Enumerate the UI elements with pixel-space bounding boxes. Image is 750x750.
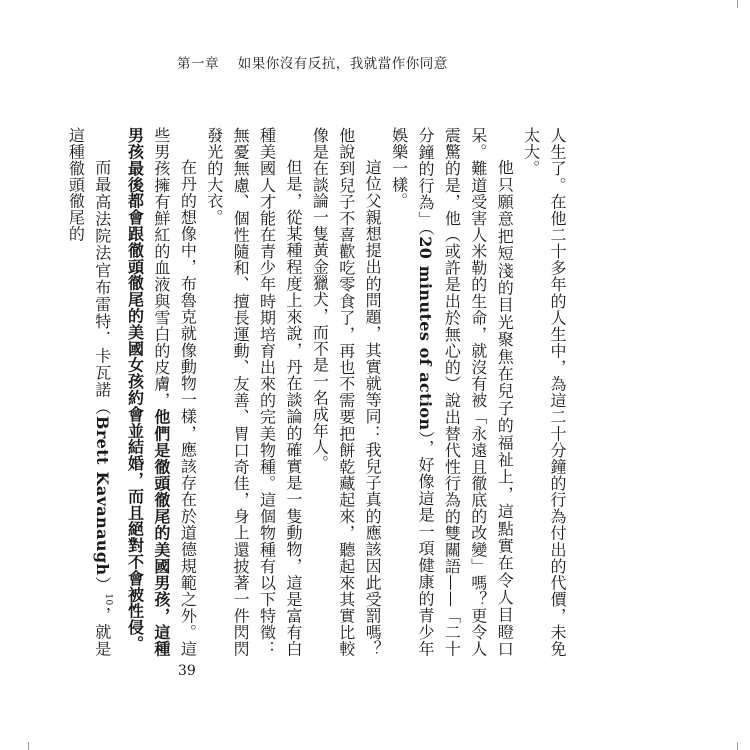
text-run: 他們是徹頭徹尾的美國男孩，這種男孩最後都會跟徹頭徹尾的美國女孩約會並結婚，而且絕對不會被性侵。	[125, 127, 171, 657]
text-run: 而最高法院法官布雷特．卡瓦諾（	[92, 159, 112, 416]
page-number: 39	[178, 663, 196, 679]
paragraph	[62, 127, 121, 657]
text-run: Brett Kavanaugh	[92, 415, 112, 576]
text-run: ），好像這是一項健康的青少年娛樂一樣。	[389, 127, 435, 657]
crop-mark-top-right	[737, 0, 738, 8]
text-run: 人生了。在他二十多年的人生中，為這二十分鐘的行為付出的代價，未免太大。	[521, 127, 567, 657]
text-run: 10	[103, 593, 114, 606]
running-head	[177, 52, 448, 72]
text-run: 20 minutes of action	[415, 236, 435, 431]
paragraph	[121, 127, 200, 657]
paragraph	[385, 127, 517, 657]
text-run: 但是，從某種程度上來說，丹在談論的確實是一隻動物，這是富有白種美國人才能在青少年時期培育出來的完美物種。這個物種有以下特徵：無憂無慮、個性隨和、擅長運動、友善、胃口奇佳，身上還披著一件閃閃發光的大衣。	[204, 127, 303, 657]
text-run: 這位父親想提出的問題，其實就等同：我兒子真的應該因此受罰嗎？他說到兒子不喜歡吃零食了，再也不需要把餅乾藏起來，聽起來其實比較像是在談論一隻黃金獵犬，而不是一名成年人。	[310, 127, 383, 657]
paragraph	[517, 127, 570, 657]
text-run: 在丹的想像中，布魯克就像動物一樣，應該存在於道德規範之外。這些男孩擁有鮮紅的血液與雪白的皮膚，	[151, 127, 198, 657]
paragraph	[200, 127, 306, 657]
crop-mark-bottom-left	[28, 742, 29, 750]
text-run: ，就是這種徹頭徹尾的	[66, 127, 112, 658]
paragraph	[306, 127, 385, 657]
chapter-label: 第一章	[177, 56, 219, 72]
text-run: ）	[92, 575, 112, 594]
body-text	[66, 127, 570, 658]
chapter-title: 如果你沒有反抗，我就當作你同意	[237, 56, 448, 72]
crop-mark-bottom-right	[737, 742, 738, 750]
text-run: 他只願意把短淺的目光聚焦在兒子的福祉上，這點實在令人目瞪口呆。難道受害人米勒的生命，就沒有被「永遠且徹底的改變」嗎？更令人震驚的是，他（或許是出於無心的）說出替代性行為的雙關語——「二十分鐘的行為」（	[415, 127, 515, 657]
